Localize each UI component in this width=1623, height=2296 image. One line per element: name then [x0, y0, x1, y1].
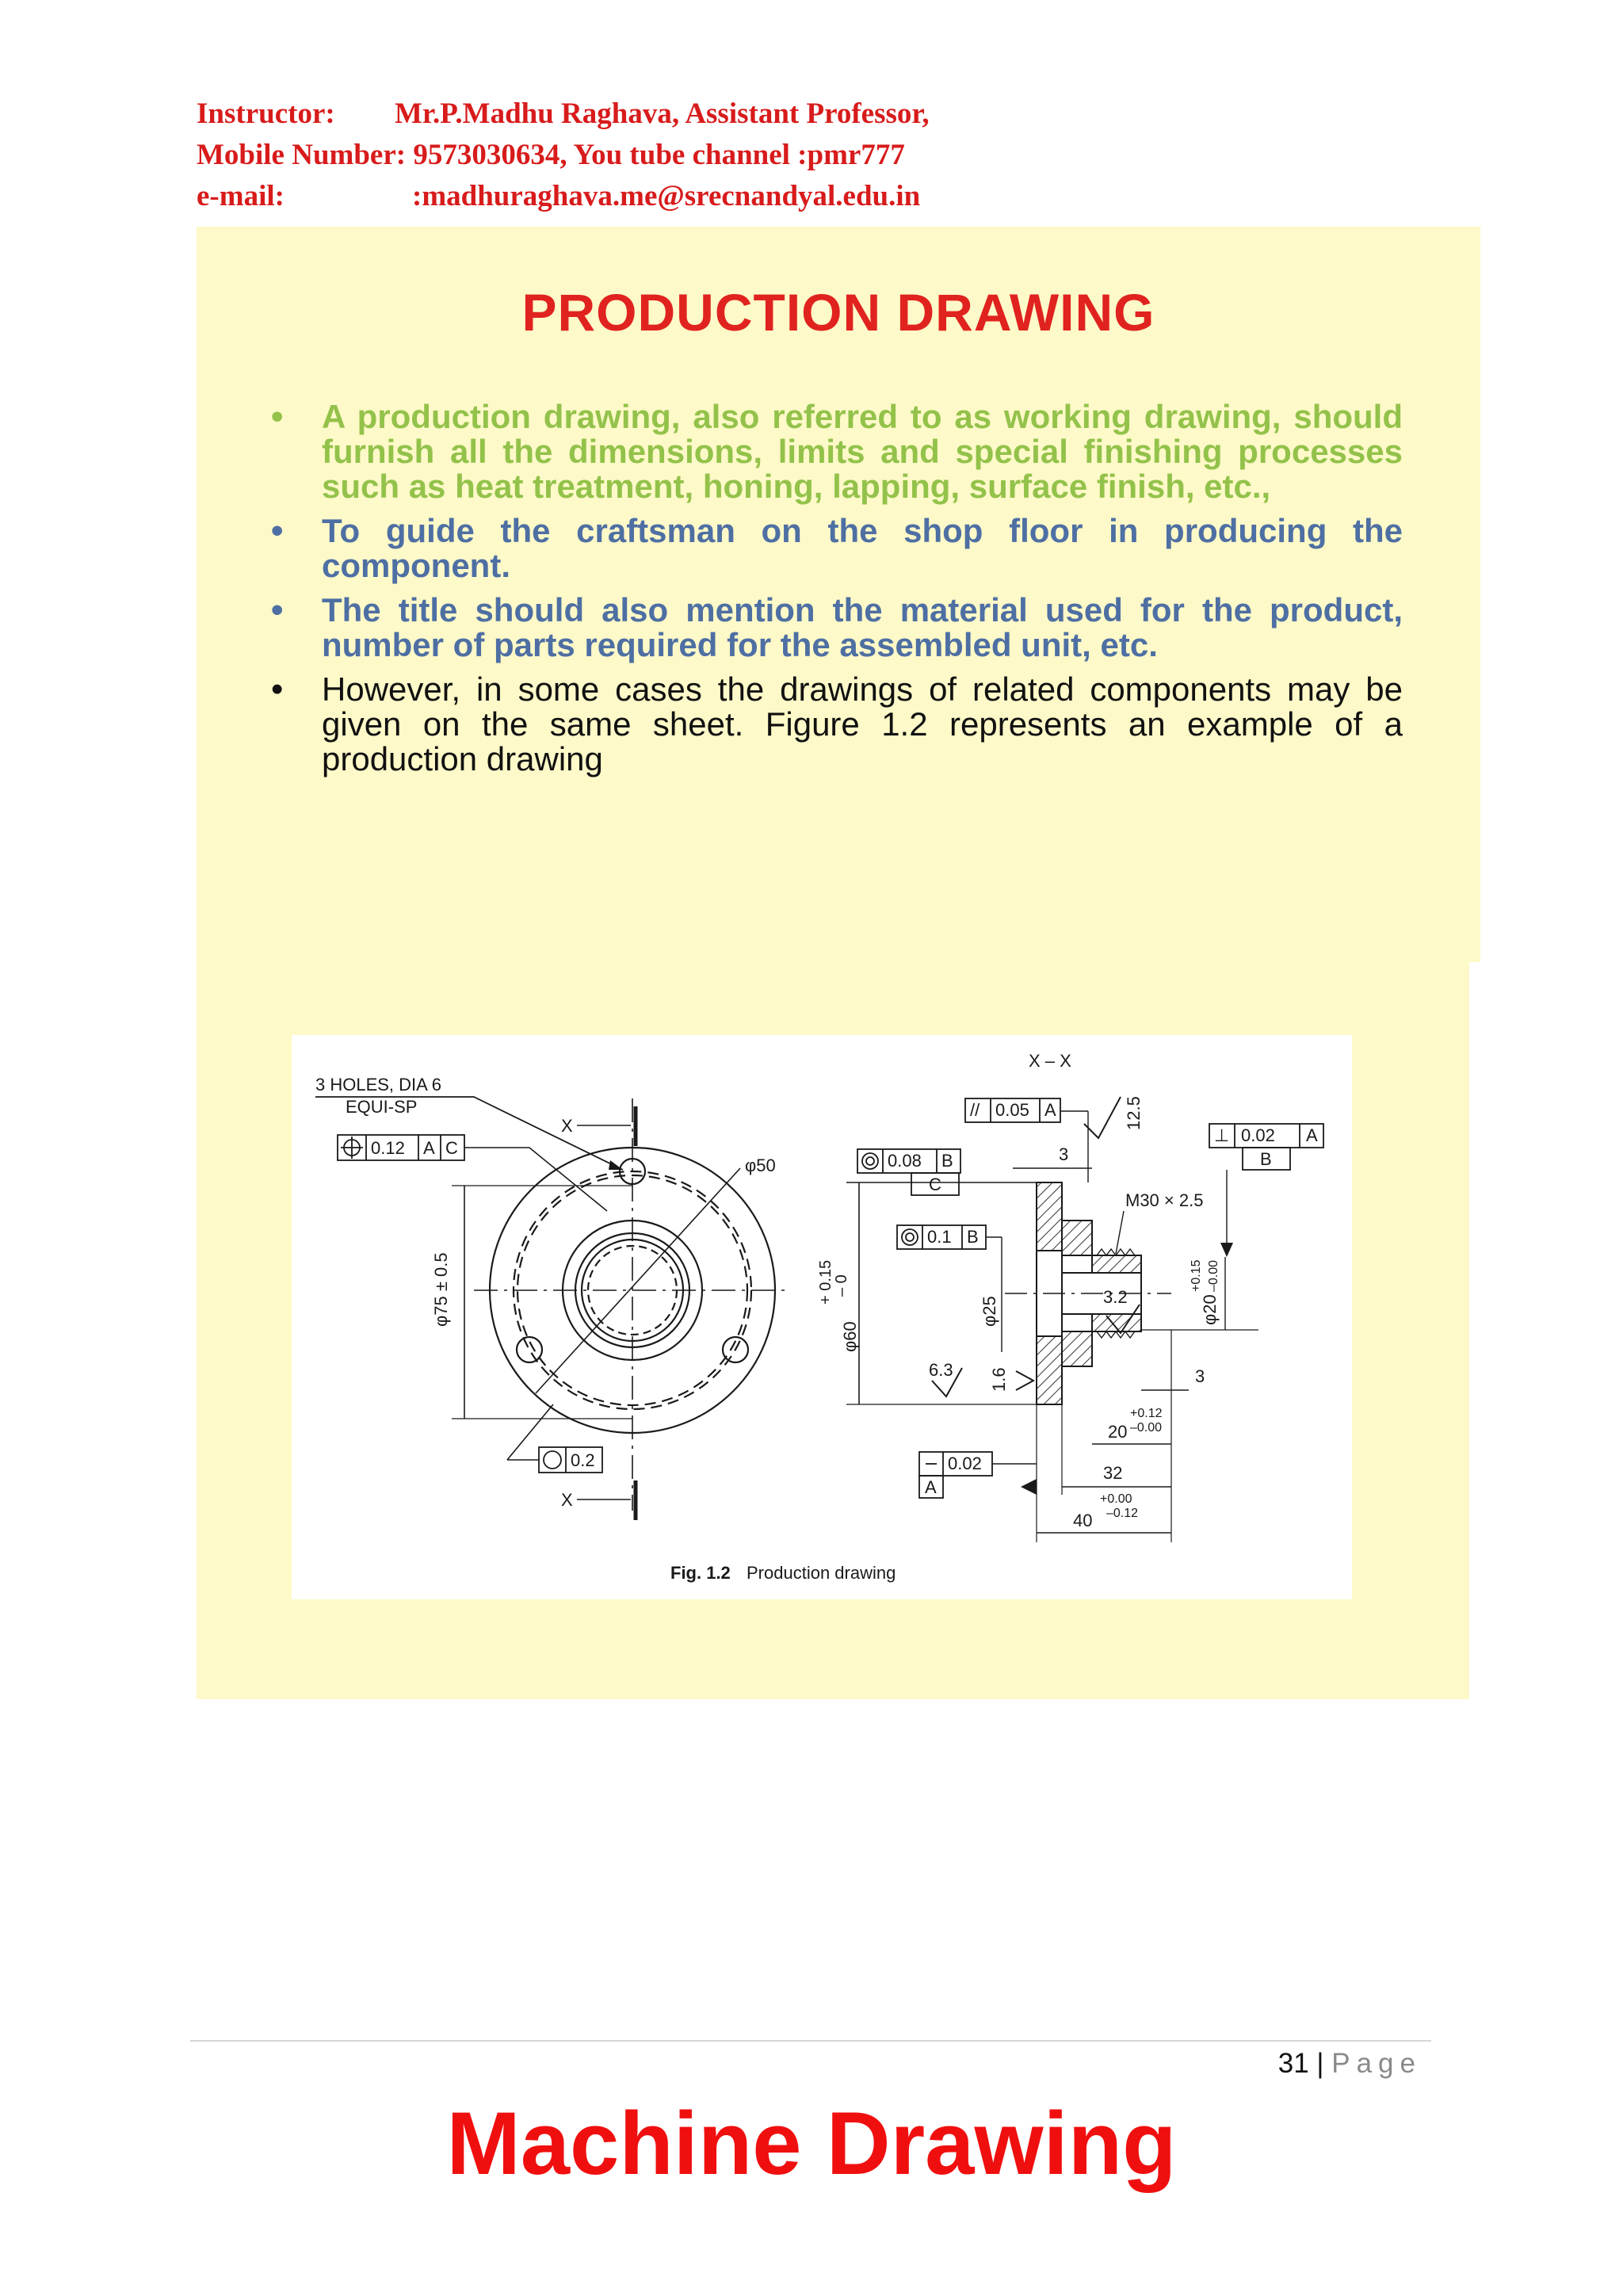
- section-view: [1005, 1182, 1171, 1404]
- concentricity-frame-008: [857, 1149, 960, 1195]
- section-x-top: X: [561, 1116, 573, 1136]
- svg-text:0.12: 0.12: [371, 1138, 405, 1158]
- concentricity-frame-01: [897, 1225, 986, 1249]
- thread-label: M30 × 2.5: [1125, 1190, 1204, 1210]
- svg-text:A: A: [423, 1138, 435, 1158]
- bullet-item: [268, 511, 1403, 584]
- production-drawing-figure: [292, 1035, 1352, 1599]
- bullet-text: To guide the craftsman on the shop floor in producing the component.: [322, 512, 1403, 584]
- section-x-bottom: X: [561, 1490, 573, 1510]
- equi-label: EQUI-SP: [346, 1097, 418, 1117]
- svg-text:B: B: [967, 1227, 979, 1247]
- holes-label: 3 HOLES, DIA 6: [315, 1075, 441, 1095]
- bullet-text: A production drawing, also referred to as working drawing, should furnish all the dimensions, limits and special finishing processes such as heat treatment, honing, lapping, surface finish, etc.,: [322, 398, 1403, 505]
- instructor-label: Instructor:: [197, 97, 335, 130]
- page-number: [1278, 2048, 1422, 2080]
- position-tolerance-frame: [338, 1135, 464, 1160]
- page-separator: |: [1316, 2048, 1324, 2079]
- svg-text:A: A: [1306, 1125, 1318, 1145]
- bullet-dot: •: [271, 397, 284, 436]
- roughness-1-6: 1.6: [989, 1367, 1009, 1392]
- section-title: X – X: [1029, 1051, 1071, 1071]
- bullet-item: [268, 672, 1403, 777]
- bullet-item: [268, 399, 1403, 504]
- svg-text:B: B: [1260, 1149, 1272, 1169]
- concentricity-icon: [862, 1153, 878, 1169]
- circularity-frame: [539, 1447, 602, 1473]
- straightness-frame: [919, 1452, 992, 1498]
- phi20-label: φ20: [1200, 1294, 1220, 1325]
- phi25-label: φ25: [980, 1296, 999, 1327]
- svg-text:+ 0.15: + 0.15: [817, 1259, 834, 1305]
- email-value: :madhuraghava.me@srecnandyal.edu.in: [412, 180, 921, 212]
- svg-text:–0.00: –0.00: [1130, 1421, 1163, 1435]
- phi50-label: φ50: [745, 1156, 776, 1175]
- dim-20: 20: [1108, 1422, 1128, 1442]
- svg-text:–0.12: –0.12: [1106, 1507, 1139, 1520]
- svg-text:0.02: 0.02: [1241, 1125, 1275, 1145]
- svg-text:+0.12: +0.12: [1130, 1407, 1163, 1420]
- svg-text:–0.00: –0.00: [1207, 1259, 1220, 1292]
- svg-text:0.08: 0.08: [888, 1151, 922, 1171]
- svg-text:– 0: – 0: [833, 1274, 850, 1297]
- svg-text:A: A: [1044, 1100, 1056, 1120]
- svg-text:0.1: 0.1: [927, 1227, 952, 1247]
- svg-text:0.02: 0.02: [948, 1454, 982, 1473]
- dim-40: 40: [1073, 1511, 1093, 1530]
- page-number-value: 31: [1277, 2048, 1309, 2079]
- header-line-instructor: [197, 94, 1385, 135]
- figure-caption-text: Production drawing: [747, 1563, 896, 1583]
- bullet-text: However, in some cases the drawings of related components may be given on the same sheet. Figure 1.2 represents an example of a production drawing: [322, 670, 1403, 777]
- hole-left: [517, 1337, 542, 1362]
- concentricity-icon: [902, 1229, 918, 1245]
- figure-caption-bold: Fig. 1.2: [670, 1563, 731, 1583]
- bullet-list: [268, 399, 1403, 786]
- svg-text:0.2: 0.2: [571, 1450, 595, 1470]
- roughness-3-2: 3.2: [1103, 1287, 1128, 1307]
- svg-text:+0.15: +0.15: [1190, 1259, 1203, 1292]
- bullet-item: [268, 590, 1403, 663]
- parallelism-frame: [965, 1098, 1060, 1122]
- svg-text:C: C: [445, 1138, 458, 1158]
- svg-text:0.05: 0.05: [995, 1100, 1029, 1120]
- instructor-header: [197, 94, 1385, 217]
- dim-32: 32: [1103, 1463, 1123, 1483]
- svg-text:A: A: [925, 1477, 937, 1497]
- roughness-12-5: 12.5: [1124, 1096, 1144, 1130]
- perpendicularity-frame: [1209, 1124, 1323, 1170]
- header-line-email: [197, 176, 1385, 217]
- subject-footer: Machine Drawing: [446, 2094, 1177, 2193]
- roughness-6-3: 6.3: [929, 1360, 953, 1380]
- instructor-name: Mr.P.Madhu Raghava, Assistant Professor,: [395, 97, 930, 130]
- front-view: [474, 1098, 791, 1511]
- bullet-dot: •: [271, 511, 284, 550]
- header-line-mobile: Mobile Number: 9573030634, You tube channel :pmr777: [197, 139, 905, 171]
- slide-panel: [197, 227, 1480, 962]
- email-label: e-mail:: [197, 180, 285, 212]
- technical-drawing: [292, 1035, 1352, 1599]
- parallelism-icon: //: [970, 1100, 980, 1120]
- bullet-dot: •: [271, 670, 284, 709]
- page-word: Page: [1331, 2048, 1422, 2079]
- svg-text:C: C: [929, 1175, 941, 1194]
- circularity-icon: [544, 1451, 561, 1469]
- phi60-label: φ60: [840, 1321, 860, 1352]
- svg-text:B: B: [941, 1151, 953, 1171]
- bullet-dot: •: [271, 590, 284, 629]
- dim-3-right: 3: [1195, 1366, 1205, 1386]
- phi75-label: φ75 ± 0.5: [431, 1252, 451, 1327]
- footer-divider: [190, 2040, 1431, 2042]
- perpendicularity-icon: ⊥: [1214, 1125, 1230, 1145]
- svg-text:+0.00: +0.00: [1100, 1492, 1132, 1506]
- dim-3-top: 3: [1059, 1144, 1069, 1164]
- slide-title: PRODUCTION DRAWING: [521, 283, 1155, 342]
- bullet-text: The title should also mention the material used for the product, number of parts required for the assembled unit, etc.: [322, 591, 1403, 663]
